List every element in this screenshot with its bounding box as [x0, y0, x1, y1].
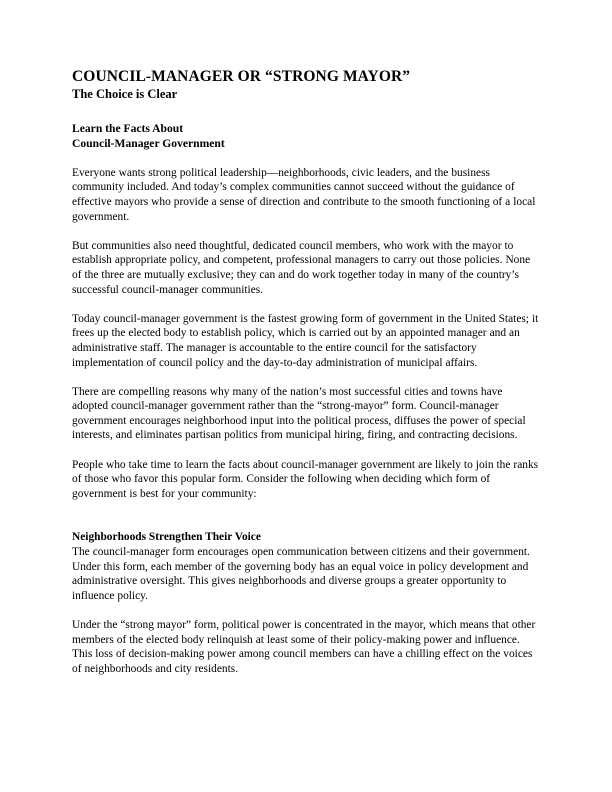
section-label-line-2: Council-Manager Government: [72, 136, 225, 150]
document-body: [72, 68, 540, 676]
paragraph-1: Everyone wants strong political leadership—neighborhoods, civic leaders, and the business community included. And today’s complex communities cannot succeed without the guidance of effective mayors who provide a sense of direction and contribute to the smooth functioning of a local government.: [72, 166, 536, 223]
paragraph-3: Today council-manager government is the fastest growing form of government in the United States; it frees up the elected body to establish policy, which is carried out by an appointed manager and an administrative staff. The manager is accountable to the entire council for the satisfactory implementation of council policy and the day-to-day administration of municipal affairs.: [72, 312, 539, 369]
section-label: [72, 122, 540, 151]
subsection-body: The council-manager form encourages open communication between citizens and their government. Under this form, each member of the governing body has an equal voice in policy development and administrative oversight. This gives neighborhoods and diverse groups a greater opportunity to influence policy.: [72, 546, 530, 602]
subsection-heading-neighborhoods: Neighborhoods Strengthen Their Voice: [72, 531, 261, 544]
paragraph-4: There are compelling reasons why many of the nation’s most successful cities and towns have adopted council-manager government rather than the “strong-mayor” form. Council-manager government encourages neighborhood input into the political process, diffuses the power of special interests, and eliminates partisan politics from municipal hiring, firing, and contracting decisions.: [72, 385, 526, 442]
subsection-contrast-paragraph: Under the “strong mayor” form, political power is concentrated in the mayor, which means that other members of the elected body relinquish at least some of their policy-making power and influence. This loss of decision-making power among council members can have a chilling effect on the voices of neighborhoods and city residents.: [72, 619, 536, 675]
document-title: COUNCIL-MANAGER OR “STRONG MAYOR”: [72, 68, 411, 85]
paragraph-2: But communities also need thoughtful, dedicated council members, who work with the mayor to establish appropriate policy, and competent, professional managers to carry out those policies. None of the three are mutually exclusive; they can and do work together today in many of the country’s successful council-manager communities.: [72, 239, 531, 296]
document-subtitle: The Choice is Clear: [72, 87, 178, 101]
section-label-line-1: Learn the Facts About: [72, 122, 184, 135]
paragraph-5: People who take time to learn the facts about council-manager government are likely to join the ranks of those who favor this popular form. Consider the following when deciding which form of government is best for your community:: [72, 458, 539, 500]
